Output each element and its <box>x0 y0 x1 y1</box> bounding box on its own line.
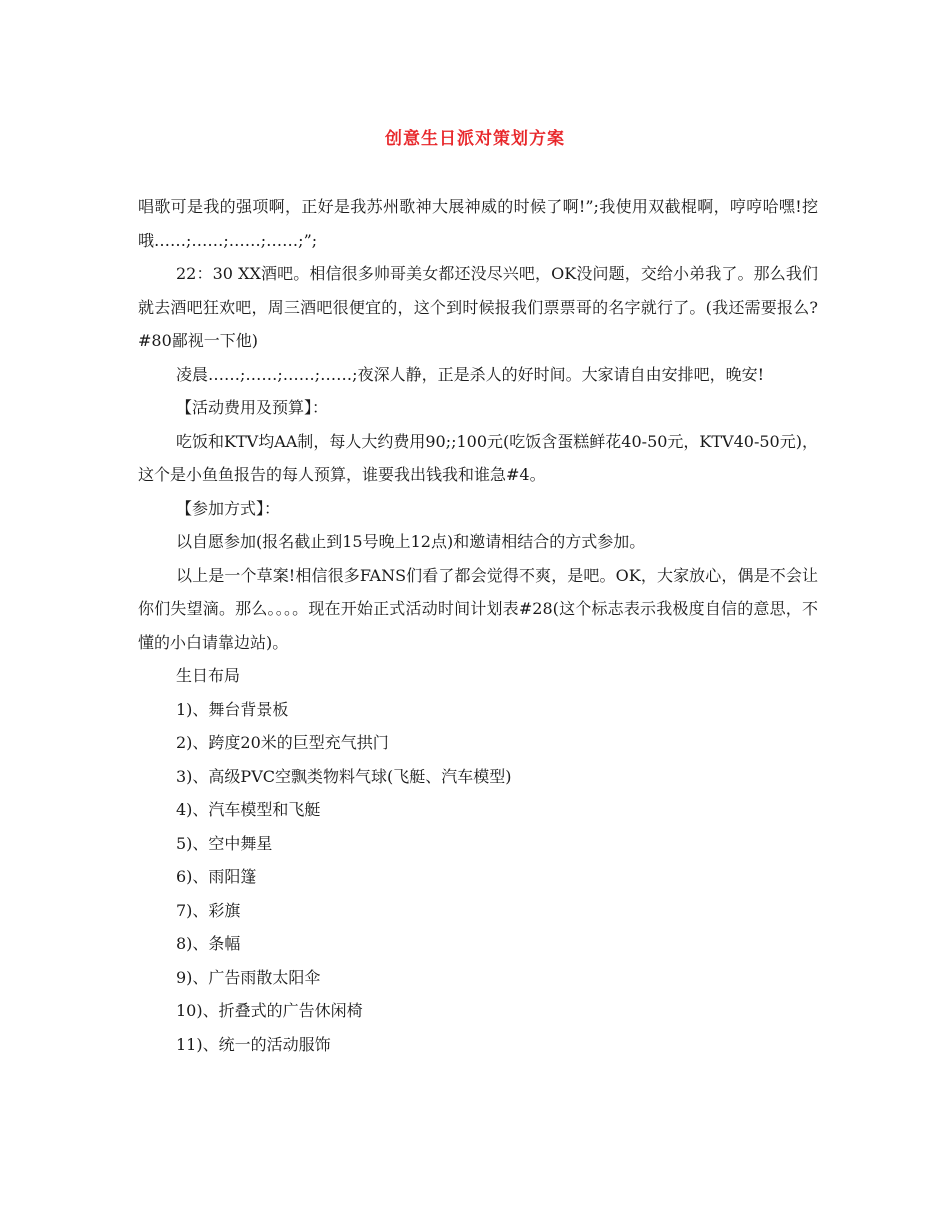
paragraph: 以上是一个草案!相信很多FANS们看了都会觉得不爽，是吧。OK，大家放心，偶是不会让你们失望滴。那么。。。。现在开始正式活动时间计划表#28(这个标志表示我极度自信的意思，不懂的小白请靠边站)。 <box>138 565 818 652</box>
paragraph: 凌晨……;……;……;……;夜深人静，正是杀人的好时间。大家请自由安排吧，晚安! <box>176 364 764 384</box>
list-item: 6)、雨阳篷 <box>176 867 257 886</box>
list-item: 9)、广告雨散太阳伞 <box>176 967 321 987</box>
document-title: 创意生日派对策划方案 <box>385 129 565 149</box>
list-item: 10)、折叠式的广告休闲椅 <box>176 1001 363 1020</box>
section-heading-layout: 生日布局 <box>176 666 241 685</box>
paragraph: 22：30 XX酒吧。相信很多帅哥美女都还没尽兴吧，OK没问题，交给小弟我了。那么我们就去酒吧狂欢吧，周三酒吧很便宜的，这个到时候报我们票票哥的名字就行了。(我还需要报么?#80鄙视一下他) <box>138 264 818 350</box>
list-item: 1)、舞台背景板 <box>176 699 289 719</box>
list-item: 8)、条幅 <box>176 934 241 953</box>
list-item: 5)、空中舞星 <box>176 833 273 853</box>
list-item: 11)、统一的活动服饰 <box>176 1034 331 1054</box>
list-item: 7)、彩旗 <box>176 900 241 920</box>
list-item: 2)、跨度20米的巨型充气拱门 <box>176 733 389 752</box>
section-heading-participation: 【参加方式】： <box>176 498 281 518</box>
paragraph: 吃饭和KTV均AA制，每人大约费用90;;100元(吃饭含蛋糕鲜花40-50元，KTV40-50元)，这个是小鱼鱼报告的每人预算，谁要我出钱我和谁急#4。 <box>138 431 818 484</box>
paragraph: 唱歌可是我的强项啊，正好是我苏州歌神大展神威的时候了啊!”;我使用双截棍啊，哼哼哈嘿!挖哦……;……;……;……;”; <box>138 197 818 250</box>
list-item: 3)、高级PVC空飘类物料气球(飞艇、汽车模型) <box>176 766 512 786</box>
paragraph: 以自愿参加(报名截止到15号晚上12点)和邀请相结合的方式参加。 <box>176 532 646 551</box>
document-body <box>138 190 818 1061</box>
list-item: 4)、汽车模型和飞艇 <box>176 800 321 819</box>
section-heading-budget: 【活动费用及预算】： <box>176 398 329 417</box>
